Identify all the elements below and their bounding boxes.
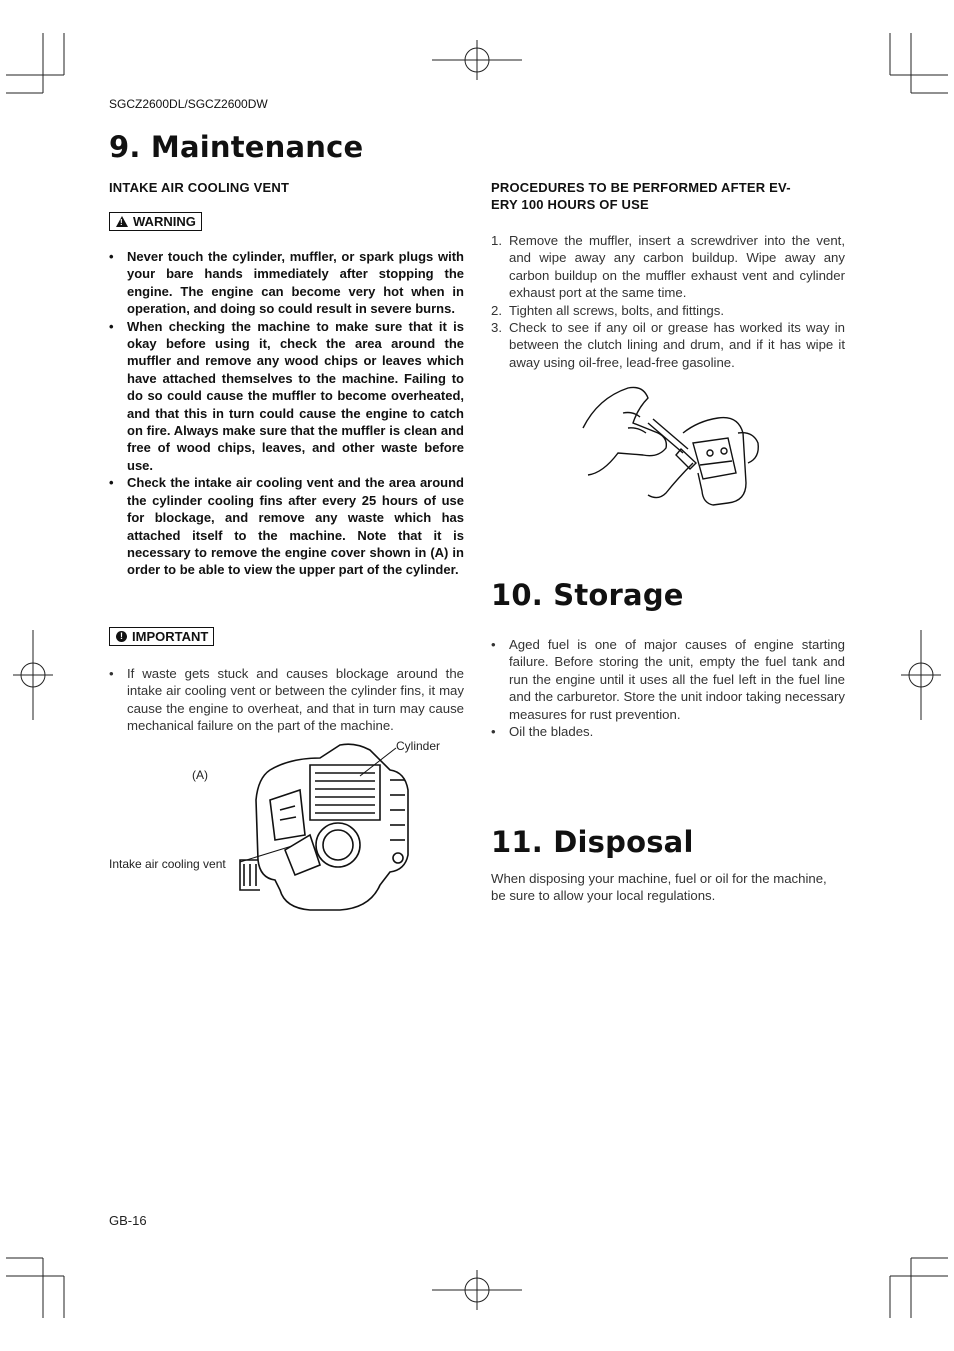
disposal-text: When disposing your machine, fuel or oil for the machine, be sure to allow your local regulations. — [491, 871, 827, 904]
list-item: • Oil the blades. — [491, 723, 845, 740]
procedures-heading-line2: ERY 100 HOURS OF USE — [491, 197, 649, 212]
list-item: 2. Tighten all screws, bolts, and fittings. — [491, 302, 725, 318]
important-icon: ! — [116, 631, 127, 642]
warning-list — [109, 248, 464, 579]
procedures-list — [491, 232, 845, 371]
warning-label: WARNING — [133, 214, 196, 229]
important-list — [109, 665, 464, 735]
maintenance-title: 9. Maintenance — [109, 130, 364, 164]
figure-label-a: (A) — [192, 768, 208, 782]
list-item: • When checking the machine to make sure that it is okay before using it, check the area around the muffler and remove any wood chips or leaves which have attached themselves to the machine. Failing to do so could cause the muffler to become overheated, and that this in turn could cause the engine to catch on fire. Always make sure that the muffler is clean and free of wood chips, leaves, and other waste before use. — [109, 318, 464, 475]
list-item: • Check the intake air cooling vent and the area around the cylinder cooling fins after every 25 hours of use for blockage, and remove any waste which has attached itself to the machine. Note that it is necessary to remove the engine cover shown in (A) in order to be able to view the upper part of the cylinder. — [109, 474, 464, 578]
important-label: IMPORTANT — [132, 629, 209, 644]
list-item: 1. Remove the muffler, insert a screwdriver into the vent, and wipe away any carbon buildup. Wipe away any carbon buildup on the muffler exhaust vent and cylinder exhaust port at the same time. — [491, 233, 845, 301]
disposal-title: 11. Disposal — [491, 825, 694, 859]
muffler-cleaning-illustration — [578, 383, 768, 508]
warning-icon: ! — [116, 216, 128, 227]
figure-label-vent: Intake air cooling vent — [109, 857, 226, 871]
important-badge — [109, 627, 214, 646]
procedures-heading — [491, 179, 791, 213]
model-number: SGCZ2600DL/SGCZ2600DW — [109, 97, 268, 111]
list-item: • Never touch the cylinder, muffler, or spark plugs with your bare hands immediately after stopping the engine. The engine can become very hot when in operation, and doing so could result in severe burns. — [109, 248, 464, 318]
list-item: 3. Check to see if any oil or grease has worked its way in between the clutch lining and drum, and if it has wipe it away using oil-free, lead-free gasoline. — [491, 320, 845, 370]
procedures-heading-line1: PROCEDURES TO BE PERFORMED AFTER EV- — [491, 180, 791, 195]
intake-heading: INTAKE AIR COOLING VENT — [109, 180, 290, 195]
list-item: • Aged fuel is one of major causes of engine starting failure. Before storing the unit, empty the fuel tank and run the engine until it uses all the fuel left in the fuel line and the carburetor. Store the unit indoor taking necessary measures for rust prevention. — [491, 636, 845, 723]
engine-illustration — [230, 740, 450, 915]
warning-badge — [109, 212, 202, 231]
page-number: GB-16 — [109, 1213, 147, 1228]
storage-title: 10. Storage — [491, 578, 684, 612]
figure-label-cylinder: Cylinder — [396, 739, 441, 753]
list-item: • If waste gets stuck and causes blockage around the intake air cooling vent or between the cylinder fins, it may cause the engine to overheat, and that in turn may cause mechanical failure on the part of the machine. — [109, 665, 464, 735]
storage-list — [491, 636, 845, 740]
